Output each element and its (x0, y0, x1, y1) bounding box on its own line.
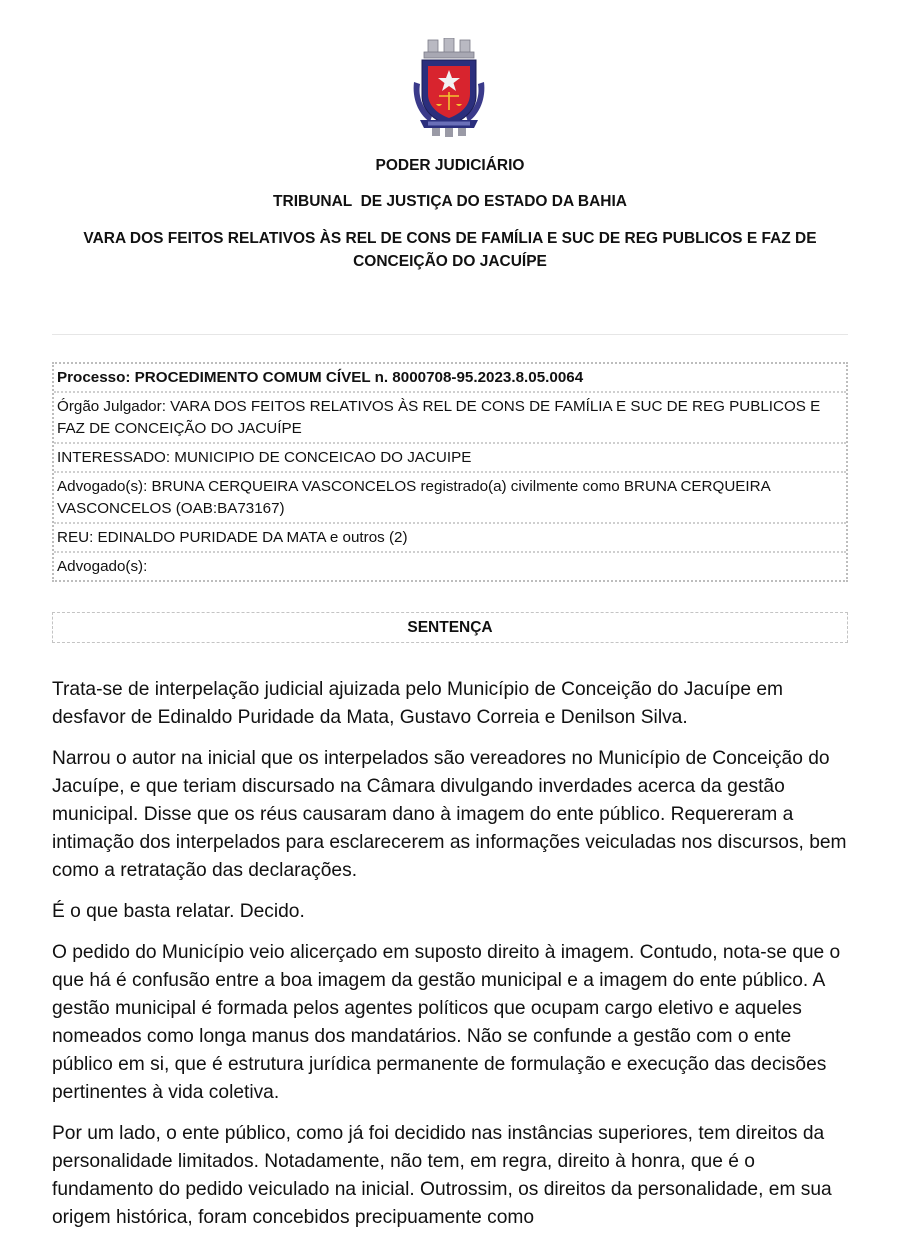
header-tribunal: TRIBUNAL DE JUSTIÇA DO ESTADO DA BAHIA (273, 193, 627, 210)
case-info-box (52, 362, 848, 582)
document-body (52, 676, 852, 1245)
body-paragraph: Narrou o autor na inicial que os interpelados são vereadores no Município de Conceição do Jacuípe, e que teriam discursado na Câmara divulgando inverdades acerca da gestão municipal. Disse que os réus causaram dano à imagem do ente público. Requereram a intimação dos interpelados para esclarecerem as informações veiculadas nos discursos, bem como a retratação das declarações. (52, 748, 847, 881)
header-poder-judiciario: PODER JUDICIÁRIO (375, 157, 525, 174)
body-paragraph: Por um lado, o ente público, como já foi decidido nas instâncias superiores, tem direitos da personalidade limitados. Notadamente, não tem, em regra, direito à honra, que é o fundamento do pedido veiculado na inicial. Outrossim, os direitos da personalidade, em sua origem histórica, foram concebidos precipuamente como (52, 1123, 832, 1228)
case-lawyer-plaintiff: Advogado(s): BRUNA CERQUEIRA VASCONCELOS registrado(a) civilmente como BRUNA CERQUEIRA VASCONCELOS (OAB:BA73167) (54, 473, 846, 524)
case-lawyer-defendant: Advogado(s): (57, 558, 148, 575)
body-paragraph: Trata-se de interpelação judicial ajuizada pelo Município de Conceição do Jacuípe em desfavor de Edinaldo Puridade da Mata, Gustavo Correia e Denilson Silva. (52, 679, 783, 728)
header-divider (52, 334, 848, 335)
section-title-sentenca: SENTENÇA (52, 612, 848, 643)
header-vara: VARA DOS FEITOS RELATIVOS ÀS REL DE CONS DE FAMÍLIA E SUC DE REG PUBLICOS E FAZ DE CONCEIÇÃO DO JACUÍPE (83, 230, 817, 270)
coat-of-arms-emblem (410, 38, 488, 138)
body-paragraph: O pedido do Município veio alicerçado em suposto direito à imagem. Contudo, nota-se que o que há é confusão entre a boa imagem da gestão municipal e a imagem do ente público. A gestão municipal é formada pelos agentes políticos que ocupam cargo eletivo e aqueles nomeados como longa manus dos mandatários. Não se confunde a gestão com o ente público em si, que é estrutura jurídica permanente de formulação e execução das decisões pertinentes à vida coletiva. (52, 942, 841, 1103)
case-judging-body: Órgão Julgador: VARA DOS FEITOS RELATIVOS ÀS REL DE CONS DE FAMÍLIA E SUC DE REG PUBLICOS E FAZ DE CONCEIÇÃO DO JACUÍPE (54, 393, 846, 444)
body-paragraph: É o que basta relatar. Decido. (52, 901, 305, 922)
case-process-number: Processo: PROCEDIMENTO COMUM CÍVEL n. 8000708-95.2023.8.05.0064 (54, 364, 846, 393)
case-interested-party: INTERESSADO: MUNICIPIO DE CONCEICAO DO JACUIPE (54, 444, 846, 473)
case-defendant: REU: EDINALDO PURIDADE DA MATA e outros (2) (54, 524, 846, 553)
